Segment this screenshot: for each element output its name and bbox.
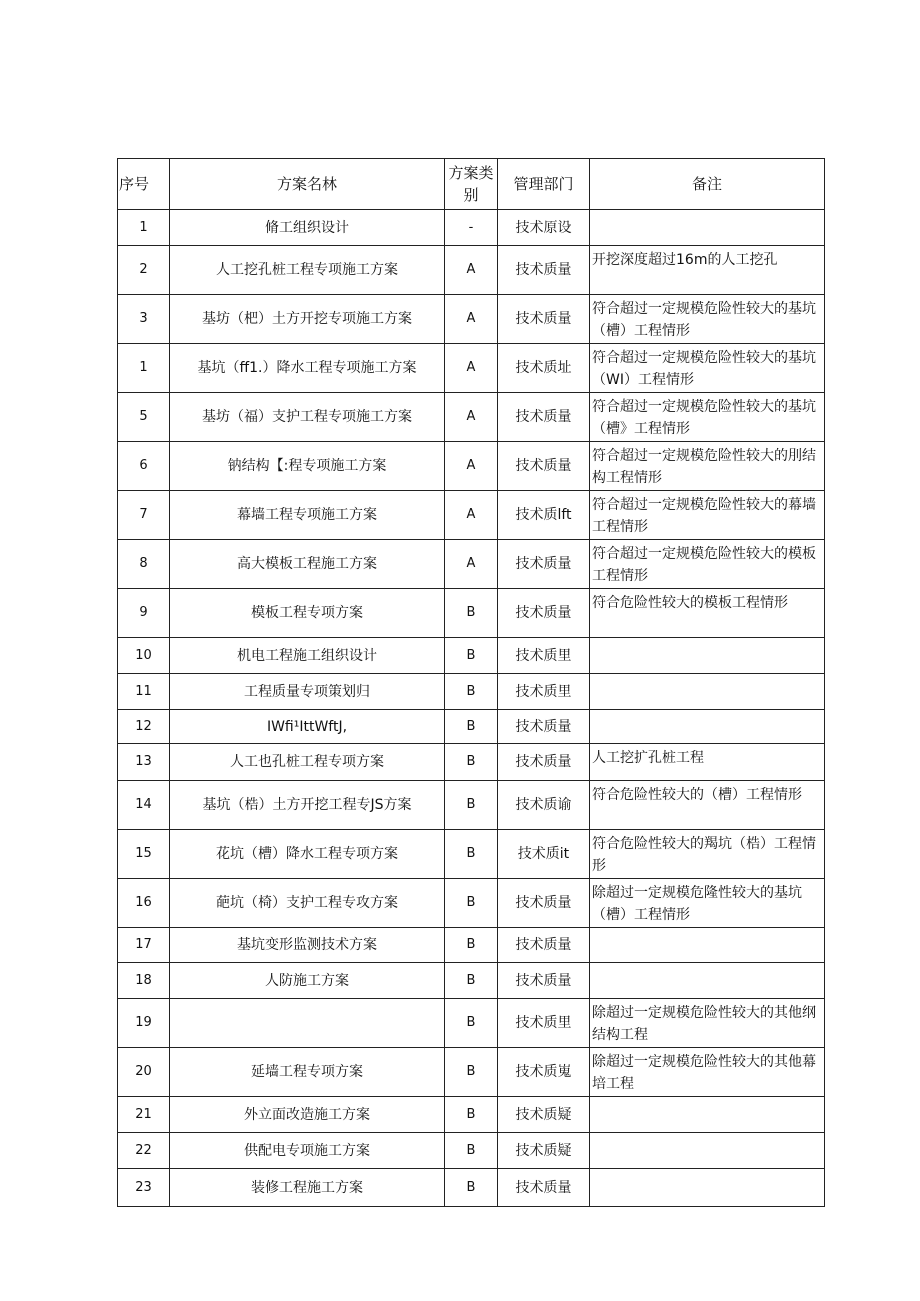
row-type: B xyxy=(445,1133,498,1169)
row-name: 高大模板工程施工方案 xyxy=(170,540,445,589)
row-dept: 技术质量 xyxy=(498,928,590,963)
row-note: 符合危险性较大的（槽）工程情形 xyxy=(590,781,825,830)
row-type: B xyxy=(445,744,498,781)
row-note xyxy=(590,674,825,710)
row-seq: 5 xyxy=(118,393,170,442)
row-type: - xyxy=(445,210,498,246)
row-seq: 2 xyxy=(118,246,170,295)
row-seq: 16 xyxy=(118,879,170,928)
row-seq: 18 xyxy=(118,963,170,999)
row-seq: 1 xyxy=(118,210,170,246)
row-type: B xyxy=(445,830,498,879)
row-dept: 技术质量 xyxy=(498,295,590,344)
table-row xyxy=(118,1133,825,1169)
row-dept: 技术质址 xyxy=(498,344,590,393)
table-row xyxy=(118,344,825,393)
row-note: 除超过一定规模危险性较大的其他纲结构工程 xyxy=(590,999,825,1048)
row-note: 人工挖扩孔桩工程 xyxy=(590,744,825,781)
table-row xyxy=(118,744,825,781)
header-row xyxy=(118,159,825,210)
row-name: 人工也孔桩工程专项方案 xyxy=(170,744,445,781)
row-note: 除超过一定规模危隆性较大的基坑（槽）工程情形 xyxy=(590,879,825,928)
row-note: 开挖深度超过16m的人工挖孔 xyxy=(590,246,825,295)
row-seq: 22 xyxy=(118,1133,170,1169)
row-seq: 17 xyxy=(118,928,170,963)
row-dept: 技术质量 xyxy=(498,393,590,442)
table-row xyxy=(118,210,825,246)
row-type: B xyxy=(445,1097,498,1133)
row-type: B xyxy=(445,879,498,928)
row-name: 钠结构【:程专项施工方案 xyxy=(170,442,445,491)
row-dept: 技术质疑 xyxy=(498,1133,590,1169)
row-dept: 技术质量 xyxy=(498,442,590,491)
row-seq: 10 xyxy=(118,638,170,674)
row-name: 幕墙工程专项施工方案 xyxy=(170,491,445,540)
row-note: 符合危险性较大的羯坑（梏）工程情形 xyxy=(590,830,825,879)
row-seq: 12 xyxy=(118,710,170,744)
row-name: 基坑变形监测技术方案 xyxy=(170,928,445,963)
row-seq: 20 xyxy=(118,1048,170,1097)
table-row xyxy=(118,830,825,879)
row-name: 人防施工方案 xyxy=(170,963,445,999)
row-dept: 技术质it xyxy=(498,830,590,879)
table-row xyxy=(118,1048,825,1097)
row-name: 外立面改造施工方案 xyxy=(170,1097,445,1133)
row-type: A xyxy=(445,246,498,295)
row-seq: 23 xyxy=(118,1169,170,1207)
row-seq: 19 xyxy=(118,999,170,1048)
table-row xyxy=(118,491,825,540)
header-type: 方案类别 xyxy=(445,159,498,210)
row-seq: 14 xyxy=(118,781,170,830)
row-type: B xyxy=(445,928,498,963)
table-row xyxy=(118,638,825,674)
table-row xyxy=(118,1169,825,1207)
header-name: 方案名林 xyxy=(170,159,445,210)
plan-table xyxy=(117,158,825,1207)
row-name: 基坑（梏）土方开挖工程专JS方案 xyxy=(170,781,445,830)
row-note: 符合超过一定规模危险性较大的刖结构工程情形 xyxy=(590,442,825,491)
row-name: 工程质量专项策划归 xyxy=(170,674,445,710)
row-note xyxy=(590,710,825,744)
table-row xyxy=(118,710,825,744)
row-name: 基坊（杷）土方开挖专项施工方案 xyxy=(170,295,445,344)
row-note: 符合超过一定规模危险性较大的幕墙工程情形 xyxy=(590,491,825,540)
row-dept: 技术质谕 xyxy=(498,781,590,830)
row-seq: 8 xyxy=(118,540,170,589)
row-seq: 6 xyxy=(118,442,170,491)
row-name: 模板工程专项方案 xyxy=(170,589,445,638)
row-type: A xyxy=(445,540,498,589)
row-name: 脩工组织设计 xyxy=(170,210,445,246)
row-note: 符合超过一定规模危险性较大的基坑（槽）工程情形 xyxy=(590,295,825,344)
row-dept: 技术质量 xyxy=(498,589,590,638)
row-name: 机电工程施工组织设计 xyxy=(170,638,445,674)
row-note: 符合超过一定规模危险性较大的基坑（WI）工程情形 xyxy=(590,344,825,393)
row-type: B xyxy=(445,1048,498,1097)
row-name xyxy=(170,999,445,1048)
table-row xyxy=(118,781,825,830)
row-note xyxy=(590,963,825,999)
row-note xyxy=(590,1169,825,1207)
table-row xyxy=(118,540,825,589)
row-name: 葩坑（椅）支护工程专攻方案 xyxy=(170,879,445,928)
table-row xyxy=(118,928,825,963)
row-type: A xyxy=(445,491,498,540)
row-seq: 11 xyxy=(118,674,170,710)
table-row xyxy=(118,879,825,928)
row-type: B xyxy=(445,781,498,830)
row-dept: 技术质里 xyxy=(498,999,590,1048)
row-seq: 3 xyxy=(118,295,170,344)
table-row xyxy=(118,393,825,442)
row-dept: 技术质量 xyxy=(498,879,590,928)
row-note xyxy=(590,1097,825,1133)
table-row xyxy=(118,963,825,999)
row-seq: 9 xyxy=(118,589,170,638)
row-dept: 技术质量 xyxy=(498,710,590,744)
row-dept: 技术质量 xyxy=(498,540,590,589)
header-note: 备注 xyxy=(590,159,825,210)
row-type: B xyxy=(445,1169,498,1207)
row-name: 延墙工程专项方案 xyxy=(170,1048,445,1097)
row-note: 符合超过一定规模危险性较大的基坑（槽》工程情形 xyxy=(590,393,825,442)
header-seq: 序号 xyxy=(118,159,170,210)
row-note: 除超过一定规模危险性较大的其他幕培工程 xyxy=(590,1048,825,1097)
row-type: A xyxy=(445,442,498,491)
row-dept: 技术质量 xyxy=(498,1169,590,1207)
row-dept: 技术质量 xyxy=(498,744,590,781)
table-row xyxy=(118,246,825,295)
table-row xyxy=(118,1097,825,1133)
row-type: B xyxy=(445,999,498,1048)
row-type: B xyxy=(445,638,498,674)
row-name: 装修工程施工方案 xyxy=(170,1169,445,1207)
row-type: A xyxy=(445,295,498,344)
row-type: B xyxy=(445,589,498,638)
table-row xyxy=(118,674,825,710)
row-name: 花坑（槽）降水工程专项方案 xyxy=(170,830,445,879)
row-note xyxy=(590,928,825,963)
row-note xyxy=(590,210,825,246)
table-row xyxy=(118,442,825,491)
row-dept: 技术原设 xyxy=(498,210,590,246)
row-type: B xyxy=(445,963,498,999)
header-dept: 管理部门 xyxy=(498,159,590,210)
row-dept: 技术质量 xyxy=(498,963,590,999)
row-note: 符合超过一定规模危险性较大的模板工程情形 xyxy=(590,540,825,589)
table-row xyxy=(118,295,825,344)
row-note: 符合危险性较大的模板工程情形 xyxy=(590,589,825,638)
row-dept: 技术质嵬 xyxy=(498,1048,590,1097)
row-dept: 技术质量 xyxy=(498,246,590,295)
row-type: B xyxy=(445,674,498,710)
table-row xyxy=(118,999,825,1048)
row-name: 基坑（ff1.）降水工程专项施工方案 xyxy=(170,344,445,393)
row-note xyxy=(590,638,825,674)
row-name: IWfi¹IttWftJ, xyxy=(170,710,445,744)
row-name: 基坊（福）支护工程专项施工方案 xyxy=(170,393,445,442)
row-name: 供配电专项施工方案 xyxy=(170,1133,445,1169)
row-seq: 15 xyxy=(118,830,170,879)
row-dept: 技术质lft xyxy=(498,491,590,540)
row-seq: 13 xyxy=(118,744,170,781)
row-name: 人工挖孔桩工程专项施工方案 xyxy=(170,246,445,295)
row-seq: 1 xyxy=(118,344,170,393)
row-seq: 7 xyxy=(118,491,170,540)
row-type: A xyxy=(445,393,498,442)
row-seq: 21 xyxy=(118,1097,170,1133)
row-type: B xyxy=(445,710,498,744)
table-row xyxy=(118,589,825,638)
row-type: A xyxy=(445,344,498,393)
row-dept: 技术质里 xyxy=(498,674,590,710)
row-dept: 技术质疑 xyxy=(498,1097,590,1133)
row-note xyxy=(590,1133,825,1169)
row-dept: 技术质里 xyxy=(498,638,590,674)
